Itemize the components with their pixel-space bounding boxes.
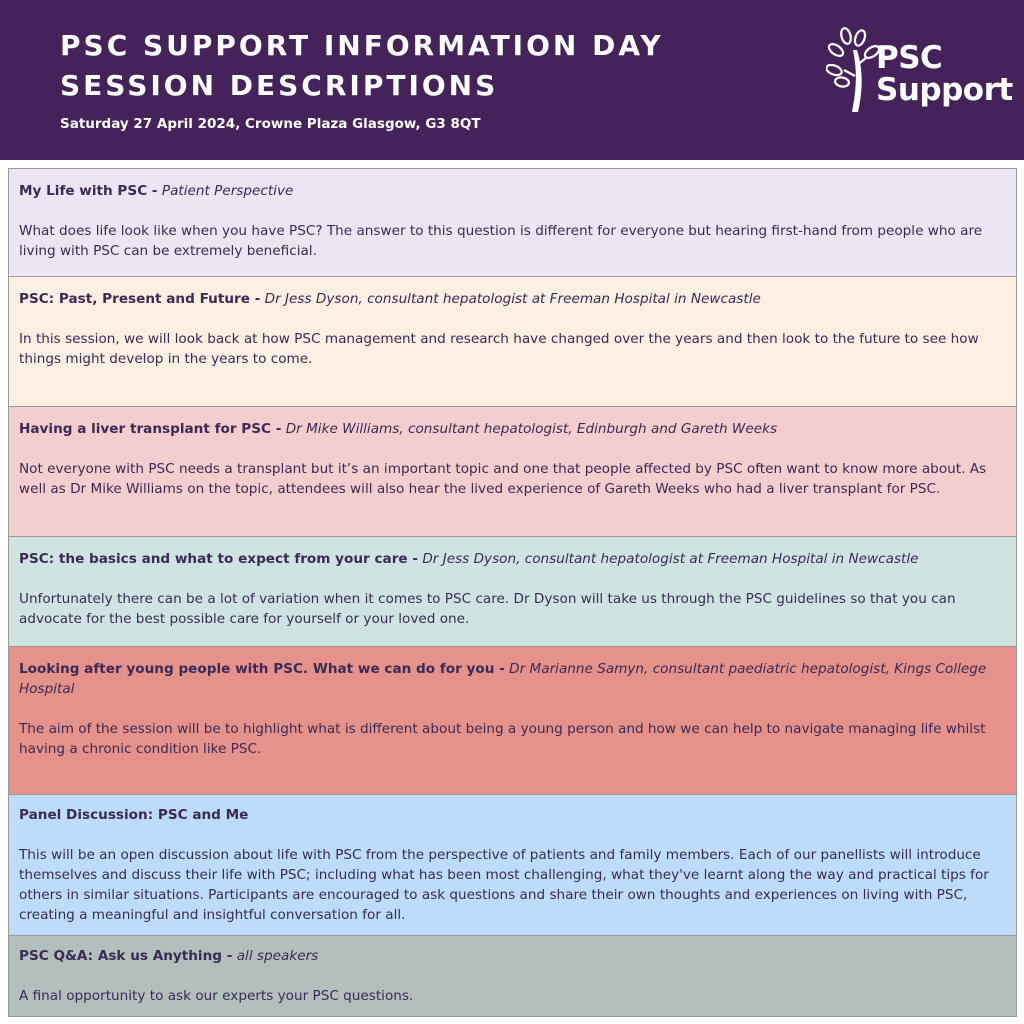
session-title: PSC Q&A: Ask us Anything - xyxy=(19,948,233,964)
header-banner xyxy=(0,0,1024,160)
page-title xyxy=(60,26,664,106)
session-speaker: Dr Mike Williams, consultant hepatologist, Edinburgh and Gareth Weeks xyxy=(285,421,778,437)
session-title: Having a liver transplant for PSC - xyxy=(19,421,282,437)
session-speaker: Dr Jess Dyson, consultant hepatologist at Freeman Hospital in Newcastle xyxy=(264,291,761,307)
session-title: Looking after young people with PSC. What we can do for you - xyxy=(19,661,505,677)
session-card xyxy=(8,276,1017,407)
session-card xyxy=(8,646,1017,795)
session-heading xyxy=(19,946,1006,966)
session-speaker: Dr Jess Dyson, consultant hepatologist at Freeman Hospital in Newcastle xyxy=(422,551,919,567)
session-description: In this session, we will look back at how PSC management and research have changed over the years and then look to the future to see how things might develop in the years to come. xyxy=(19,331,979,367)
logo-wordmark xyxy=(876,42,1013,106)
page-title-line-1: PSC SUPPORT INFORMATION DAY xyxy=(60,29,664,62)
session-speaker: Patient Perspective xyxy=(161,183,294,199)
page-title-line-2: SESSION DESCRIPTIONS xyxy=(60,69,499,102)
session-description: What does life look like when you have PSC? The answer to this question is different for everyone but hearing first-hand from people who are living with PSC can be extremely beneficial. xyxy=(19,223,983,259)
session-card xyxy=(8,935,1017,1017)
psc-support-logo xyxy=(826,26,1013,118)
session-card xyxy=(8,168,1017,277)
session-description: Unfortunately there can be a lot of variation when it comes to PSC care. Dr Dyson will take us through the PSC guidelines so that you can advocate for the best possible care for yourself or your loved one. xyxy=(19,591,956,627)
session-heading xyxy=(19,289,1006,309)
session-card xyxy=(8,406,1017,537)
session-description: A final opportunity to ask our experts your PSC questions. xyxy=(19,988,414,1004)
session-heading xyxy=(19,659,1006,699)
logo-wordmark-line-2: Support xyxy=(876,72,1013,108)
session-title: Panel Discussion: PSC and Me xyxy=(19,807,249,823)
session-speaker: all speakers xyxy=(236,948,319,964)
session-heading xyxy=(19,549,1006,569)
session-heading xyxy=(19,419,1006,439)
session-card xyxy=(8,536,1017,647)
session-heading xyxy=(19,805,1006,825)
session-speaker: Dr Marianne Samyn, consultant paediatric hepatologist, Kings College Hospital xyxy=(19,661,987,697)
session-title: PSC: Past, Present and Future - xyxy=(19,291,261,307)
session-description: Not everyone with PSC needs a transplant but it’s an important topic and one that people affected by PSC often want to know more about. As well as Dr Mike Williams on the topic, attendees will also hear the lived experience of Gareth Weeks who had a liver transplant for PSC. xyxy=(19,461,987,497)
event-details: Saturday 27 April 2024, Crowne Plaza Glasgow, G3 8QT xyxy=(60,116,481,132)
logo-wordmark-line-1: PSC xyxy=(876,40,943,76)
session-list xyxy=(8,168,1017,1017)
session-heading xyxy=(19,181,1006,201)
session-title: PSC: the basics and what to expect from your care - xyxy=(19,551,419,567)
session-description: This will be an open discussion about life with PSC from the perspective of patients and family members. Each of our panellists will introduce themselves and discuss their life with PSC; including what has been most challenging, what they've learnt along the way and practical tips for others in similar situations. Participants are encouraged to ask questions and share their own thoughts and experiences on living with PSC, creating a meaningful and insightful conversation for all. xyxy=(19,847,989,923)
session-description: The aim of the session will be to highlight what is different about being a young person and how we can help to navigate managing life whilst having a chronic condition like PSC. xyxy=(19,721,986,757)
session-card xyxy=(8,794,1017,936)
session-title: My Life with PSC - xyxy=(19,183,158,199)
